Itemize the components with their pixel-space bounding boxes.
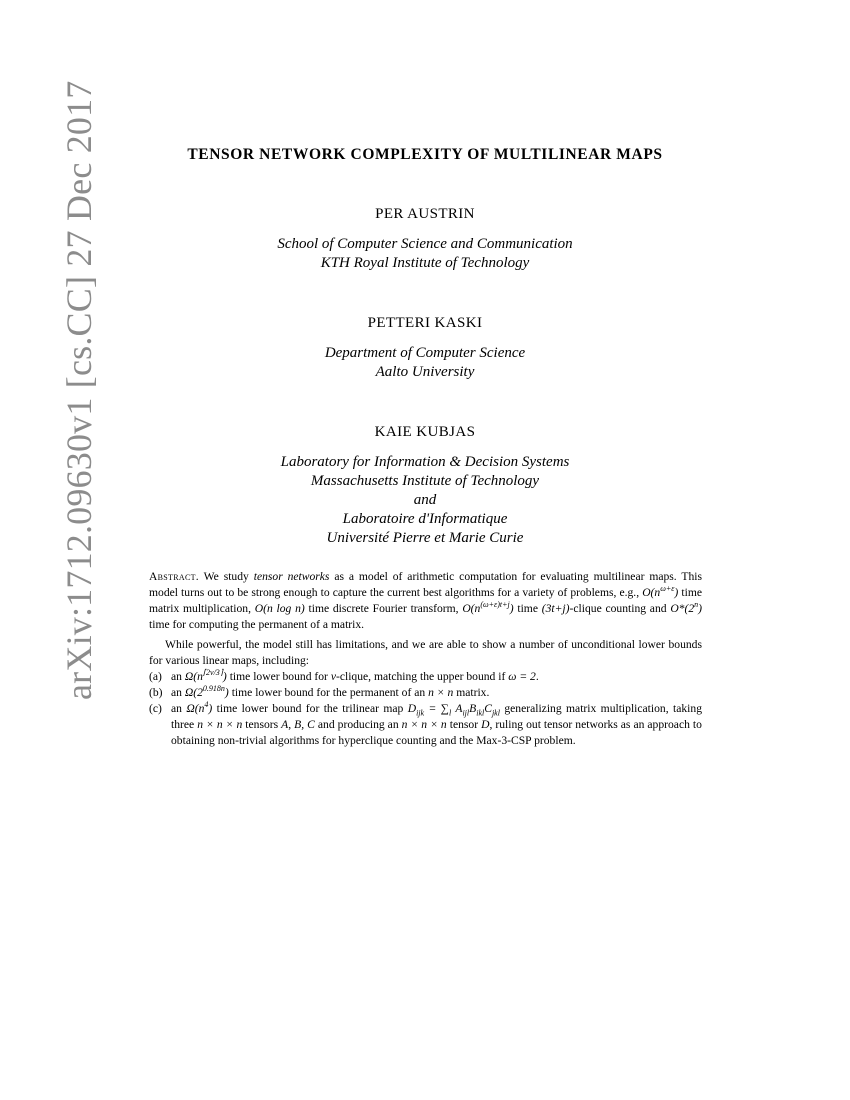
- list-marker: (a): [149, 670, 162, 683]
- list-item-text: an $\Omega(n^{⌈2v/3⌉})$ time lower bound for v-clique, matching the upper bound if ω = 2.: [171, 668, 539, 683]
- list-item: [149, 669, 702, 685]
- math-expression: (3t+j): [541, 602, 570, 615]
- author-block-1: [0, 206, 850, 273]
- math-expression: $\Omega(2^{0.918n})$: [184, 684, 229, 699]
- result-list: [149, 669, 702, 749]
- abstract-text: time for computing the permanent of a matrix.: [149, 618, 365, 631]
- abstract-paragraph-1: [149, 569, 702, 633]
- author-affiliation: Laboratory for Information & Decision Systems: [280, 454, 570, 470]
- author-block-3: [0, 424, 850, 548]
- author-affiliation: School of Computer Science and Communication: [277, 236, 573, 252]
- math-expression: $\Omega(n^{⌈2v/3⌉})$: [184, 668, 227, 683]
- math-expression: n × n: [428, 686, 454, 699]
- author-affiliation: and: [413, 492, 437, 508]
- list-item: [149, 685, 702, 701]
- math-expression: n × n × n: [401, 718, 447, 731]
- author-name: PER AUSTRIN: [375, 206, 475, 222]
- math-expression: v: [330, 670, 336, 683]
- abstract-text: We study: [203, 570, 249, 583]
- math-expression: n × n × n: [197, 718, 243, 731]
- author-affiliation: KTH Royal Institute of Technology: [320, 255, 530, 271]
- author-affiliation: Université Pierre et Marie Curie: [326, 530, 524, 546]
- list-item-text: an $\Omega(n^4)$ time lower bound for the trilinear map $D_{ijk} = \sum_l$ $A_{ijl}B_{ikl}C_{jkl}$ generalizing matrix multiplication, taking three n × n × n tensors A, B, C and producing an n × n × n tensor D, ruling out tensor networks as an approach to obtaining non-trivial algorithms for hyperclique counting and the Max-3-CSP problem.: [171, 700, 702, 747]
- math-expression: O*(2$^n$): [670, 600, 703, 615]
- abstract-text: as a model of arithmetic computation for evaluating multilinear maps. This model turns out to be strong enough to capture the current best algorithms for a variety of problems, e.g.,: [149, 570, 702, 599]
- list-item-text: an $\Omega(2^{0.918n})$ time lower bound for the permanent of an n × n matrix.: [171, 684, 490, 699]
- list-item: [149, 701, 702, 749]
- abstract: [149, 569, 702, 749]
- abstract-text: time discrete Fourier transform,: [308, 602, 459, 615]
- author-block-2: [0, 315, 850, 382]
- math-expression: $\Omega(n^4)$: [186, 700, 213, 715]
- author-affiliation: Laboratoire d'Informatique: [342, 511, 508, 527]
- author-affiliation: Department of Computer Science: [324, 345, 526, 361]
- arxiv-identifier-stamp: arXiv:1712.09630v1 [cs.CC] 27 Dec 2017: [59, 80, 99, 700]
- list-marker: (b): [149, 686, 163, 699]
- math-expression: $D_{ijk} = \sum_l$ $A_{ijl}B_{ikl}C_{jkl}$: [407, 702, 500, 718]
- math-expression: ω = 2: [508, 670, 536, 683]
- math-expression: D: [481, 718, 490, 731]
- math-expression: $O(n^{(\omega+\varepsilon)t+j})$: [462, 600, 514, 615]
- author-name: KAIE KUBJAS: [374, 424, 476, 440]
- abstract-emphasis: tensor networks: [253, 570, 330, 583]
- list-marker: (c): [149, 702, 162, 715]
- abstract-text: time matrix multiplication,: [149, 586, 702, 615]
- abstract-text: -clique counting and: [569, 602, 667, 615]
- math-expression: O(n log n): [254, 602, 305, 615]
- author-affiliation: Massachusetts Institute of Technology: [310, 473, 540, 489]
- abstract-text: time: [517, 602, 538, 615]
- math-expression: $O(n^{\omega+\varepsilon})$: [642, 584, 679, 599]
- abstract-heading: Abstract.: [149, 570, 199, 583]
- author-name: PETTERI KASKI: [367, 315, 483, 331]
- paper-title: TENSOR NETWORK COMPLEXITY OF MULTILINEAR MAPS: [187, 146, 663, 163]
- abstract-paragraph-2: While powerful, the model still has limitations, and we are able to show a number of unconditional lower bounds for various linear maps, including:: [149, 638, 702, 667]
- author-affiliation: Aalto University: [375, 364, 475, 380]
- math-expression: A, B, C: [281, 718, 315, 731]
